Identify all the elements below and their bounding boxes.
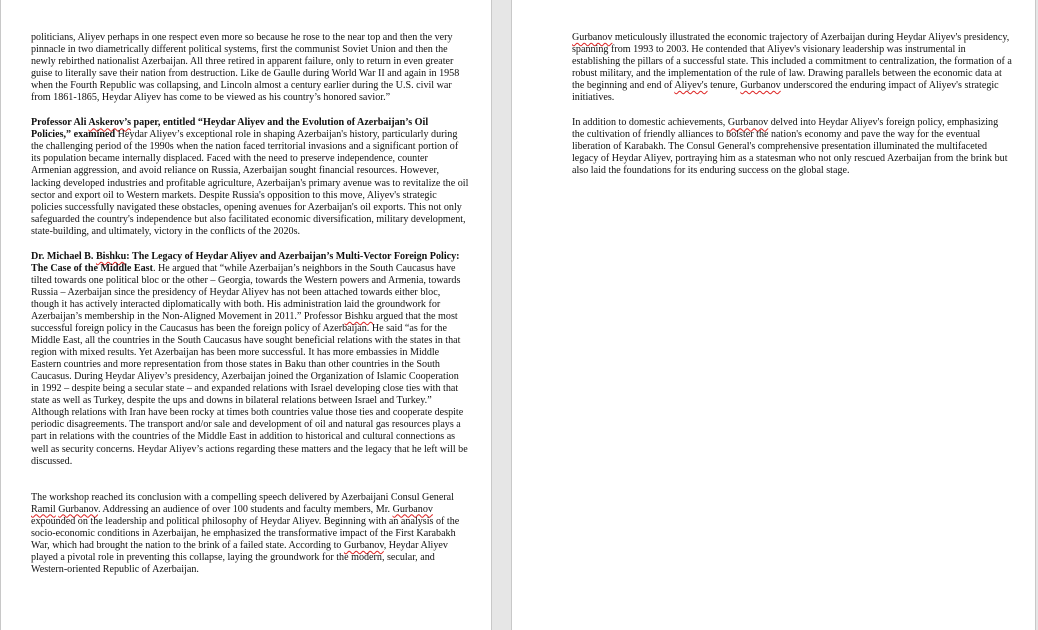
misspelled-word[interactable]: Gurbanov [740, 80, 781, 92]
misspelled-word[interactable]: Gurbanov [572, 32, 613, 43]
paragraph-text: , Heydar Aliyev played a pivotal role in preventing this collapse, laying the groundwork for the modern, secular, and Western-oriented Republic of Azerbaijan. [31, 539, 448, 575]
misspelled-word[interactable]: Gurbanov [727, 117, 769, 129]
misspelled-word[interactable]: Gurbanov [344, 539, 384, 551]
misspelled-word[interactable]: Bishku [95, 250, 127, 262]
paragraph-text: Heydar Aliyev’s exceptional role in shaping Azerbaijan's history, particularly during the challenging period of the 1990s when the nation faced territorial invasions and a significant portion of its population became internally displaced. Faced with the need to preserve independence, counter Armenian aggression, and avoid reliance on Russia, Azerbaijan sought financial resources. However, lacking developed industries and profitable agriculture, Azerbaijan's primary avenue was to revitalize the oil sector and export oil to Western markets. Despite Russia's opposition to this move, Aliyev's strategic policies successfully navigated these obstacles, opening avenues for Azerbaijan's oil exports. This not only safeguarded the country's independence but also facilitated economic diversification, military development, state-building, and ultimately, victory in the conflicts of the 2020s. [31, 129, 469, 237]
paragraph-economic-trajectory [572, 32, 1012, 104]
misspelled-word[interactable]: Bishku [344, 310, 374, 322]
paragraph-text: meticulously illustrated the economic trajectory of Azerbaijan during Heydar Aliyev's presidency, spanning from 1993 to 2003. He contended that Aliyev's visionary leadership was instrumental in establishing the pillars of a successful state. This included a commitment to centralization, the formation of a robust military, and the implementation of the rule of law. Drawing parallels between the economic data at the beginning and end of [572, 32, 1012, 92]
paragraph-text: argued that the most successful foreign policy in the Caucasus has been the foreign policy of Azerbaijan. He said “as for the Middle East, all the countries in the South Caucasus have sought beneficial relations with the states in that region with mixed results. Yet Azerbaijan has been more successful. It has more embassies in Middle Eastern countries and more representation from those states in Baku than other countries in the South Caucasus. During Heydar Aliyev’s presidency, Azerbaijan joined the Organization of Islamic Cooperation in 1992 – despite being a secular state – and expanded relations with Israel developing close ties with that state as well as Turkey, despite the ups and downs in bilateral relations between Israel and Turkey.” Although relations with Iran have been rocky at times both countries value those ties and cooperate despite periodic disagreements. The transport and/or sale and development of oil and natural gas resources plays a part in relations with the countries of the Middle East in addition to historical and cultural connections as well as security concerns. Heydar Aliyev’s actions regarding these matters and the legacy that he left will be discussed. [31, 310, 468, 467]
misspelled-word[interactable]: Gurbanov [392, 503, 433, 515]
page-right-text-column [572, 32, 1012, 191]
paragraph-askerov [31, 117, 469, 237]
paragraph-text: underscored the enduring impact of Aliyev's strategic initiatives. [572, 80, 999, 104]
paragraph-text: . Addressing an audience of over 100 students and faculty members, Mr. [97, 503, 393, 515]
misspelled-word[interactable]: Gurbanov [58, 503, 98, 515]
misspelled-word[interactable]: Ramil [31, 503, 56, 515]
paragraph-text: delved into Heydar Aliyev's foreign policy, emphasizing the cultivation of friendly alliances to bolster the nation's economy and pave the way for the eventual liberation of Karabakh. The Consul General's comprehensive presentation illuminated the multifaceted legacy of Heydar Aliyev, portraying him as a statesman who not only rescued Azerbaijan from the brink but also laid the foundations for its enduring success on the global stage. [572, 117, 1008, 177]
paragraph-text: politicians, Aliyev perhaps in one respect even more so because he rose to the near top and then the very pinnacle in two diametrically different political systems, first the communist Soviet Union and then the newly rebirthed nationalist Azerbaijan. All three retired in apparent failure, only to return in even greater guise to literally save their nation from destruction. Like de Gaulle during World War II and again in 1958 when the Fourth Republic was collapsing, and Lincoln almost a century earlier during the U.S. civil war from 1861-1865, Heydar Aliyev has come to be viewed as his country’s honored savior.” [31, 32, 460, 104]
paragraph-text: expounded on the leadership and political philosophy of Heydar Aliyev. Beginning with an analysis of the socio-economic conditions in Azerbaijan, he emphasized the transformative impact of the First Karabakh War, which had brought the nation to the brink of a failed state. According to [31, 515, 460, 551]
document-page-right [511, 0, 1036, 630]
paragraph-politicians [31, 32, 469, 104]
heading-text: Dr. Michael B. [31, 250, 96, 262]
paragraph-foreign-policy [572, 117, 1012, 177]
page-left-text-column [31, 32, 469, 589]
paragraph-text: The workshop reached its conclusion with a compelling speech delivered by Azerbaijani Consul General [31, 491, 454, 503]
paragraph-text: . He argued that “while Azerbaijan’s neighbors in the South Caucasus have tilted towards one political bloc or the other – Georgia, towards the Western powers and Armenia, towards Russia – Azerbaijan since the presidency of Heydar Aliyev has not been attached towards either bloc, though it has actively interacted diplomatically with both. His administration laid the groundwork for Azerbaijan’s membership in the Non-Aligned Movement in 2011.” Professor [31, 262, 461, 322]
heading-text: Professor Ali [31, 117, 89, 129]
paragraph-bishku [31, 251, 469, 468]
heading-text: : The Legacy of Heydar Aliyev and Azerbaijan’s Multi-Vector Foreign Policy: The Case of the Middle East [31, 250, 460, 274]
paragraph-workshop-conclusion [31, 492, 469, 576]
misspelled-word[interactable]: Aliyev's [674, 80, 708, 92]
document-page-left [0, 0, 492, 630]
misspelled-word[interactable]: Askerov’s [88, 117, 132, 129]
paragraph-text: tenure, [707, 80, 741, 92]
paragraph-text: In addition to domestic achievements, [572, 117, 728, 129]
heading-text: paper, entitled “Heydar Aliyev and the Evolution of Azerbaijan’s Oil Policies,” examined [31, 117, 429, 141]
